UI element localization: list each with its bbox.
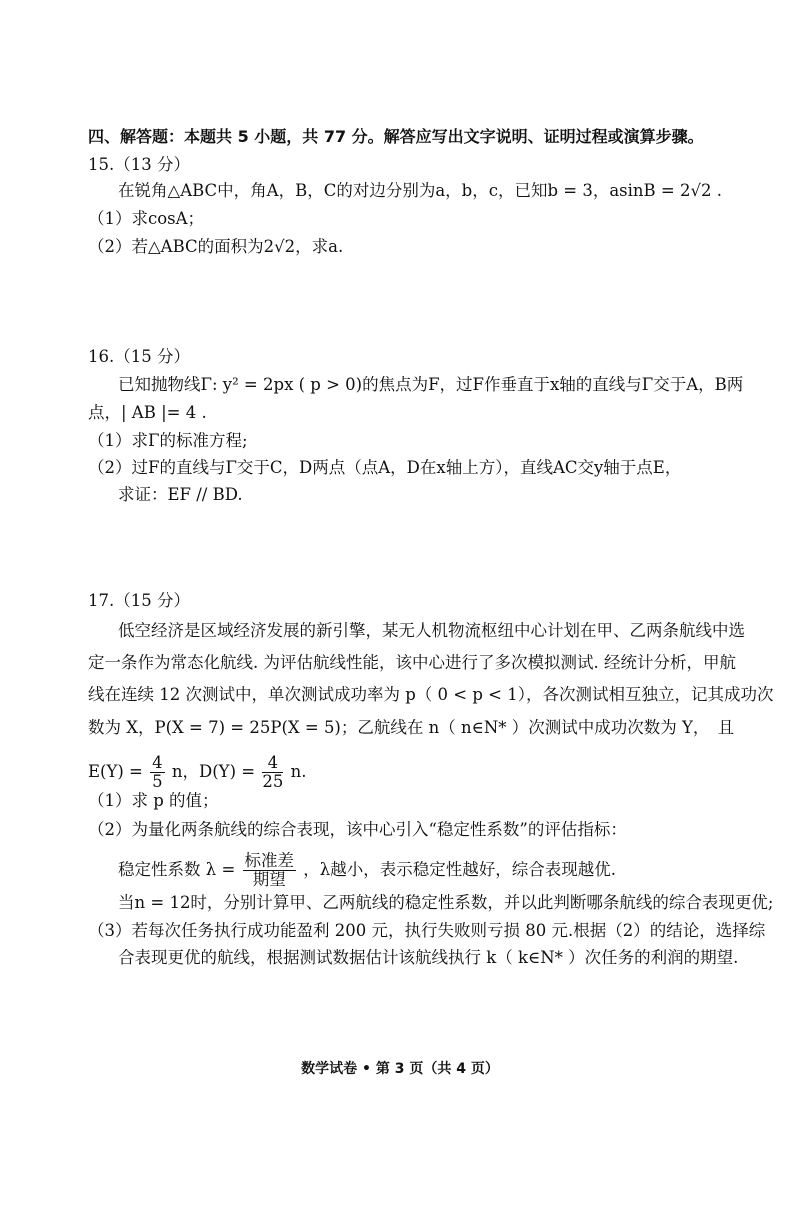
- q16-stem-line1: 已知抛物线Γ: y² = 2px ( p > 0)的焦点为F，过F作垂直于x轴的直线与Γ交于A，B两: [118, 375, 744, 394]
- q16-stem-line2: 点，| AB |= 4 .: [88, 403, 207, 422]
- section-heading: 四、解答题：本题共 5 小题，共 77 分。解答应写出文字说明、证明过程或演算步骤。: [88, 127, 704, 146]
- page-footer: 数学试卷 • 第 3 页（共 4 页）: [301, 1061, 499, 1077]
- q17-part3: （3）若每次任务执行成功能盈利 200 元，执行失败则亏损 80 元.根据（2）的结论，选择综: [88, 921, 766, 940]
- q17-coefficient-line: [118, 852, 616, 889]
- q17-stem-line4: 数为 X，P(X = 7) = 25P(X = 5)；乙航线在 n（ n∈N* ）次测试中成功次数为 Y， 且: [88, 718, 735, 737]
- q15-stem: 在锐角△ABC中，角A，B，C的对边分别为a，b，c，已知b = 3，asinB = 2√2 .: [118, 181, 722, 200]
- q17-coef-denominator: 期望: [252, 870, 286, 889]
- q17-ey-numerator: 4: [152, 753, 163, 772]
- q17-ey-denominator: 5: [152, 772, 163, 791]
- q17-coef-numerator: 标准差: [244, 851, 295, 870]
- q17-part2: （2）为量化两条航线的综合表现，该中心引入“稳定性系数”的评估指标：: [88, 820, 627, 839]
- q17-part1: （1）求 p 的值；: [88, 791, 219, 810]
- q17-stem-line3: 线在连续 12 次测试中，单次测试成功率为 p（ 0 < p < 1），各次测试相互独立，记其成功次: [88, 685, 774, 704]
- q17-dy-numerator: 4: [262, 754, 283, 773]
- q17-ey-fraction: [150, 754, 165, 791]
- q17-part2-task: 当n = 12时，分别计算甲、乙两航线的稳定性系数，并以此判断哪条航线的综合表现更优;: [118, 893, 774, 912]
- q17-stem-line2: 定一条作为常态化航线. 为评估航线性能，该中心进行了多次模拟测试. 经统计分析，甲航: [88, 653, 736, 672]
- q16-part2-proof: 求证：EF // BD.: [118, 485, 243, 504]
- q17-coef-fraction: [243, 852, 297, 889]
- q17-dy-label: n，D(Y) =: [171, 762, 256, 781]
- q17-dy-fraction: [262, 754, 283, 791]
- q17-dy-denominator: 25: [262, 772, 284, 791]
- q15-part2: （2）若△ABC的面积为2√2，求a.: [88, 237, 344, 256]
- q16-header: 16.（15 分）: [88, 347, 190, 366]
- q17-ey-label: E(Y) =: [88, 762, 143, 781]
- q17-expectation-line: [88, 754, 306, 791]
- q15-part1: （1）求cosA；: [88, 209, 205, 228]
- q16-part2: （2）过F的直线与Γ交于C，D两点（点A，D在x轴上方），直线AC交y轴于点E，: [88, 458, 682, 477]
- q15-header: 15.（13 分）: [88, 155, 190, 174]
- q17-dy-tail: n.: [290, 762, 307, 781]
- q17-coef-label: 稳定性系数 λ =: [118, 860, 236, 879]
- q16-part1: （1）求Γ的标准方程;: [88, 431, 248, 450]
- q17-stem-line1: 低空经济是区域经济发展的新引擎，某无人机物流枢纽中心计划在甲、乙两条航线中选: [118, 621, 745, 640]
- q17-coef-desc: ，λ越小，表示稳定性越好，综合表现越优.: [303, 860, 616, 879]
- q17-header: 17.（15 分）: [88, 591, 190, 610]
- q17-part3-cont: 合表现更优的航线，根据测试数据估计该航线执行 k（ k∈N* ）次任务的利润的期望.: [118, 948, 739, 967]
